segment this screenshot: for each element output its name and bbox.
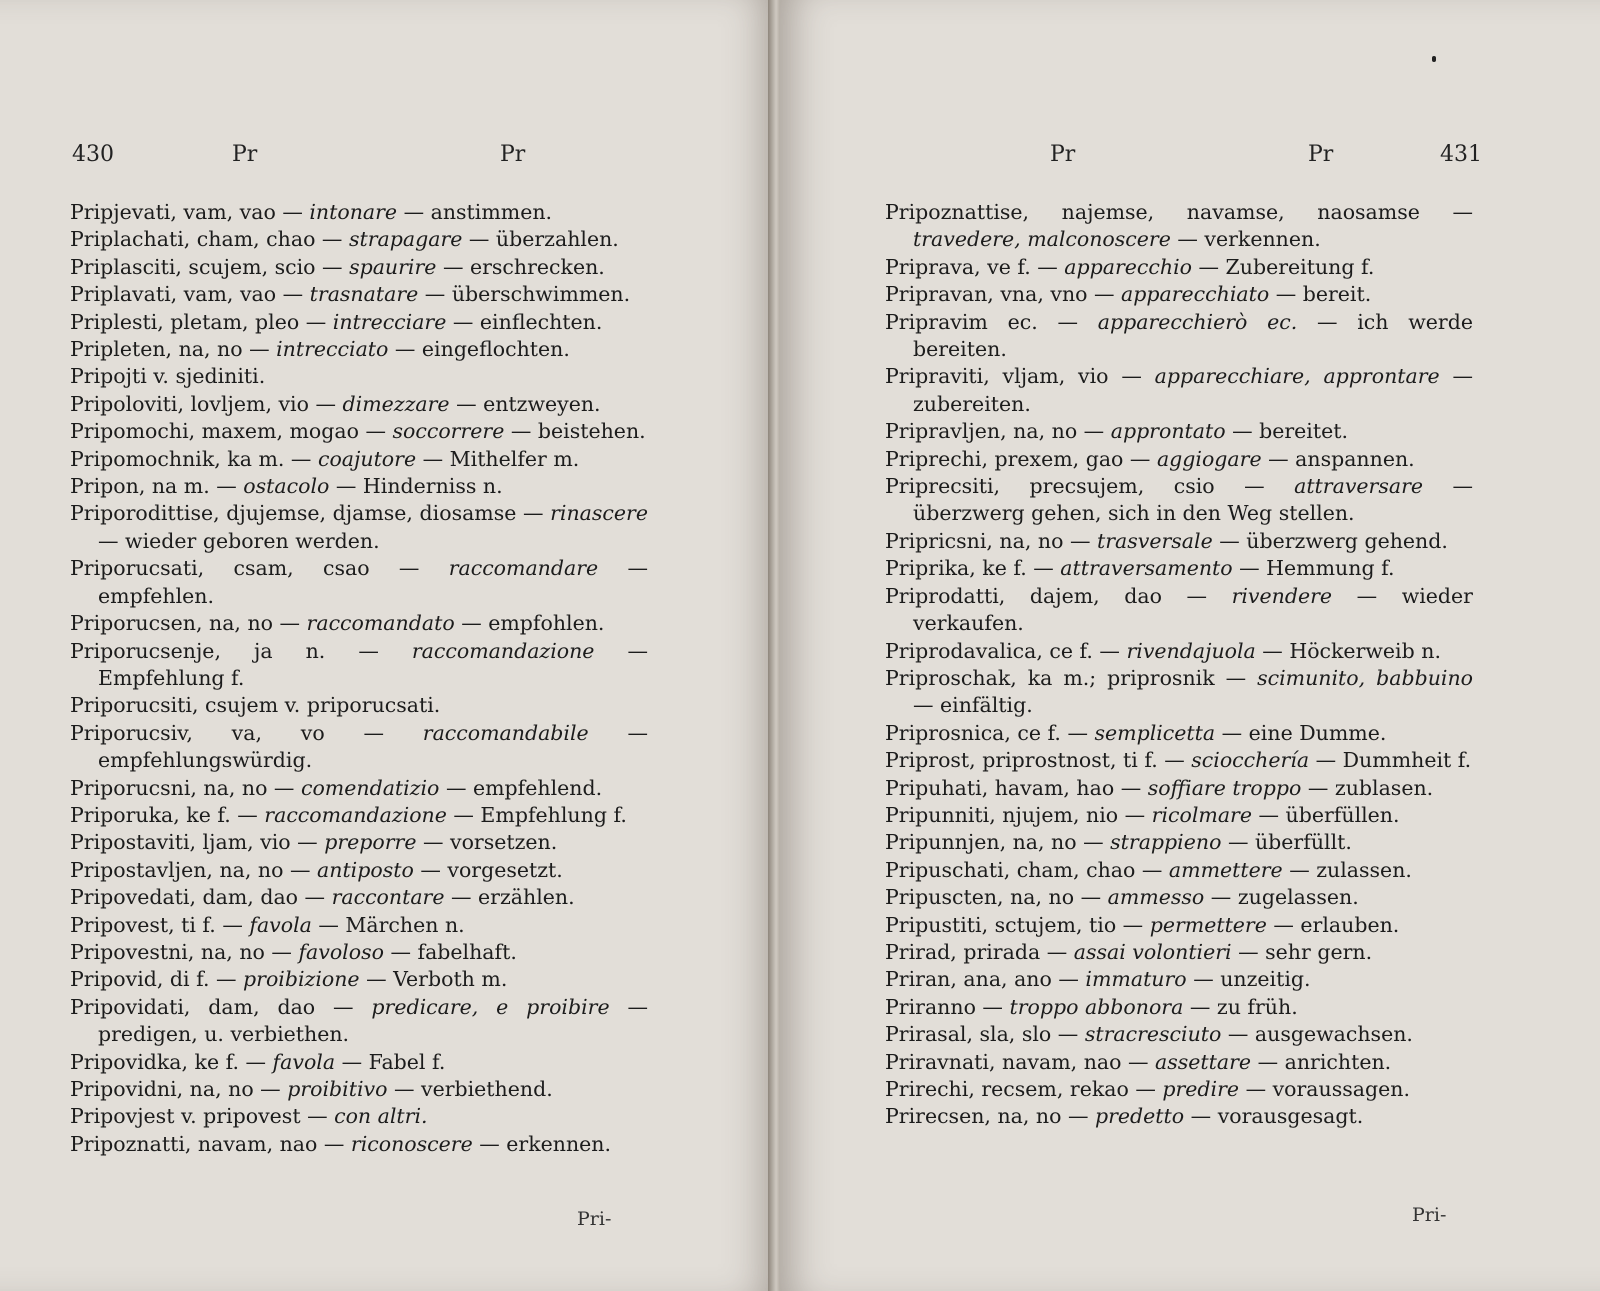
italian-translation: attraversare <box>1294 474 1423 499</box>
german-translation: — zu früh. <box>1189 994 1298 1019</box>
german-translation: — bereit. <box>1275 282 1372 307</box>
dictionary-entry <box>885 802 1473 829</box>
italian-translation: apparecchiato <box>1121 282 1270 307</box>
headword: Priporuka, ke f. — <box>70 802 258 827</box>
running-head-right: Pr <box>1308 142 1334 167</box>
dictionary-entry <box>70 802 648 829</box>
headword: Priplasciti, scujem, scio — <box>70 254 343 279</box>
german-translation: — erlauben. <box>1273 912 1400 937</box>
headword: Prirasal, sla, slo — <box>885 1022 1079 1047</box>
italian-translation: stracresciuto <box>1084 1022 1222 1047</box>
italian-translation: predicare, e proibire <box>371 994 610 1019</box>
headword: Pripovest, ti f. — <box>70 912 243 937</box>
german-translation: — Dummheit f. <box>1315 748 1472 773</box>
headword: Priporucsen, na, no — <box>70 611 301 636</box>
headword: Priporucsiv, va, vo — <box>70 720 384 745</box>
dictionary-entry <box>885 281 1473 308</box>
italian-translation: comendatizio <box>300 775 440 800</box>
headword: Pripojti v. sjediniti. <box>70 364 266 389</box>
headword: Priporucsati, csam, csao — <box>70 556 420 581</box>
italian-translation: strapagare <box>348 227 463 252</box>
italian-translation: dimezzare <box>342 391 450 416</box>
italian-translation: ammesso <box>1107 885 1205 910</box>
headword: Pripravljen, na, no — <box>885 419 1105 444</box>
italian-translation: apparecchierò ec. <box>1097 309 1298 334</box>
german-translation: — zubereiten. <box>913 364 1473 416</box>
german-translation: — Empfehlung f. <box>98 638 648 690</box>
german-translation: — Märchen n. <box>318 912 465 937</box>
italian-translation: favola <box>272 1049 336 1074</box>
dictionary-entry <box>70 254 648 281</box>
headword: Priporodittise, djujemse, djamse, diosamse — <box>70 501 544 526</box>
german-translation: — Empfehlung f. <box>453 802 627 827</box>
italian-translation: aggiogare <box>1156 446 1262 471</box>
german-translation: — empfohlen. <box>461 611 605 636</box>
german-translation: — vorsetzen. <box>422 830 558 855</box>
dictionary-entry <box>70 363 648 390</box>
dictionary-entry <box>885 720 1473 747</box>
italian-translation: soccorrere <box>392 419 505 444</box>
italian-translation: raccomandazione <box>411 638 595 663</box>
dictionary-entry <box>885 1021 1473 1048</box>
german-translation: — empfehlen. <box>98 556 648 608</box>
dictionary-entry <box>70 418 648 445</box>
dictionary-entry <box>70 555 648 610</box>
dictionary-entry <box>885 254 1473 281</box>
italian-translation: proibitivo <box>287 1077 388 1101</box>
german-translation: — überfüllen. <box>1258 802 1400 827</box>
headword: Priprika, ke f. — <box>885 556 1054 581</box>
headword: Pripomochi, maxem, mogao — <box>70 419 386 444</box>
dictionary-entry <box>885 638 1473 665</box>
italian-translation: soffiare troppo <box>1147 775 1302 800</box>
italian-translation: scimunito, babbuino <box>1257 665 1473 690</box>
italian-translation: antiposto <box>317 857 414 882</box>
dictionary-entry <box>885 528 1473 555</box>
italian-translation: intrecciare <box>332 309 447 334</box>
headword: Priprodavalica, ce f. — <box>885 638 1120 663</box>
headword: Pripuscten, na, no — <box>885 885 1102 910</box>
headword: Pripostaviti, ljam, vio — <box>70 830 318 855</box>
italian-translation: intonare <box>309 200 398 224</box>
headword: Priporucsiti, csujem v. priporucsati. <box>70 693 441 718</box>
italian-translation: raccomandabile <box>422 720 589 745</box>
german-translation: — wieder geboren werden. <box>98 528 380 553</box>
german-translation: — zugelassen. <box>1210 885 1359 910</box>
headword: Pripovid, di f. — <box>70 967 237 992</box>
italian-translation: trasnatare <box>309 282 419 307</box>
italian-translation: spaurire <box>349 254 437 279</box>
german-translation: — beistehen. <box>510 419 646 444</box>
ink-speck <box>1432 56 1436 62</box>
italian-translation: assai volontieri <box>1073 939 1232 964</box>
headword: Pripovidka, ke f. — <box>70 1049 267 1074</box>
catchword: Pri- <box>577 1208 612 1230</box>
headword: Pripraviti, vljam, vio — <box>885 364 1142 389</box>
dictionary-entry <box>885 363 1473 418</box>
german-translation: — Mithelfer m. <box>422 446 580 471</box>
headword: Pripunniti, njujem, nio — <box>885 802 1146 827</box>
headword: Pripovestni, na, no — <box>70 939 292 964</box>
catchword: Pri- <box>1412 1204 1447 1226</box>
headword: Prirad, prirada — <box>885 939 1068 964</box>
headword: Pripovidati, dam, dao — <box>70 994 354 1019</box>
italian-translation: raccomandare <box>448 556 599 581</box>
italian-translation: predire <box>1162 1077 1240 1101</box>
german-translation: — verkennen. <box>1177 227 1321 252</box>
headword: Pripunnjen, na, no — <box>885 830 1104 855</box>
dictionary-entry <box>885 884 1473 911</box>
headword: Priprodatti, dajem, dao — <box>885 583 1207 608</box>
dictionary-entry <box>885 1076 1473 1103</box>
italian-translation: attraversamento <box>1060 556 1233 581</box>
italian-translation: intrecciato <box>276 337 389 362</box>
headword: Pripovidni, na, no — <box>70 1077 281 1101</box>
dictionary-entry <box>885 418 1473 445</box>
italian-translation: semplicetta <box>1094 720 1216 745</box>
german-translation: — Zubereitung f. <box>1198 254 1375 279</box>
dictionary-entry <box>70 720 648 775</box>
dictionary-entry <box>885 199 1473 254</box>
headword: Priranno — <box>885 994 1003 1019</box>
italian-translation: rinascere <box>550 501 648 526</box>
dictionary-entry <box>885 1049 1473 1076</box>
headword: Priprecsiti, precsujem, csio — <box>885 474 1265 499</box>
dictionary-entry <box>885 939 1473 966</box>
dictionary-entry <box>70 281 648 308</box>
headword: Pripovedati, dam, dao — <box>70 885 326 910</box>
italian-translation: approntato <box>1110 419 1226 444</box>
german-translation: — überzahlen. <box>468 227 619 252</box>
headword: Priplachati, cham, chao — <box>70 227 343 252</box>
dictionary-entry <box>885 775 1473 802</box>
dictionary-entry <box>885 994 1473 1021</box>
german-translation: — unzeitig. <box>1193 967 1311 992</box>
dictionary-entry <box>885 829 1473 856</box>
german-translation: — anspannen. <box>1268 446 1415 471</box>
headword: Pripovjest v. pripovest — <box>70 1104 328 1129</box>
dictionary-entry <box>885 1103 1473 1130</box>
headword: Pripon, na m. — <box>70 474 237 499</box>
german-translation: — Hemmung f. <box>1239 556 1395 581</box>
german-translation: — zulassen. <box>1289 857 1412 882</box>
headword: Priravnati, navam, nao — <box>885 1049 1149 1074</box>
german-translation: — erschrecken. <box>442 254 605 279</box>
headword: Pripjevati, vam, vao — <box>70 200 303 224</box>
headword: Priprechi, prexem, gao — <box>885 446 1151 471</box>
german-translation: — predigen, u. verbiethen. <box>98 994 648 1047</box>
entry-list <box>885 199 1473 1131</box>
italian-translation: rivendere <box>1231 583 1333 608</box>
headword: Pripoloviti, lovljem, vio — <box>70 391 336 416</box>
italian-translation: apparecchio <box>1064 254 1192 279</box>
headword: Priporucsni, na, no — <box>70 775 295 800</box>
dictionary-entry <box>70 1049 648 1076</box>
running-head-left: Pr <box>1050 142 1076 167</box>
running-head-left: Pr <box>232 142 258 167</box>
headword: Priprosnica, ce f. — <box>885 720 1088 745</box>
italian-translation: ammettere <box>1168 857 1283 882</box>
headword: Prirecsen, na, no — <box>885 1104 1089 1129</box>
headword: Priprost, priprostnost, ti f. — <box>885 748 1185 773</box>
german-translation: — voraussagen. <box>1245 1077 1410 1101</box>
entry-list <box>70 199 648 1158</box>
italian-translation: raccomandazione <box>264 802 447 827</box>
dictionary-entry <box>885 912 1473 939</box>
german-translation: — einflechten. <box>452 309 603 334</box>
dictionary-entry <box>70 309 648 336</box>
italian-translation: troppo abbonora <box>1009 994 1184 1019</box>
german-translation: — eingeflochten. <box>394 337 570 362</box>
italian-translation: permettere <box>1149 912 1267 937</box>
dictionary-entry <box>70 966 648 993</box>
italian-translation: travedere, malconoscere <box>913 227 1171 252</box>
italian-translation: assettare <box>1155 1049 1252 1074</box>
headword: Pripustiti, sctujem, tio — <box>885 912 1144 937</box>
dictionary-entry <box>70 912 648 939</box>
dictionary-entry <box>70 692 648 719</box>
italian-translation: ricolmare <box>1151 802 1252 827</box>
italian-translation: favoloso <box>298 939 384 964</box>
dictionary-entry <box>885 966 1473 993</box>
german-translation: — erkennen. <box>479 1131 612 1156</box>
german-translation: — eine Dumme. <box>1221 720 1387 745</box>
headword: Pripuschati, cham, chao — <box>885 857 1163 882</box>
dictionary-entry <box>70 884 648 911</box>
italian-translation: sciocchería <box>1191 748 1310 773</box>
dictionary-entry <box>885 473 1473 528</box>
german-translation: — Fabel f. <box>341 1049 446 1074</box>
german-translation: — erzählen. <box>451 885 575 910</box>
german-translation: — Hinderniss n. <box>335 474 503 499</box>
italian-translation: riconoscere <box>350 1131 473 1156</box>
german-translation: — wieder verkaufen. <box>913 583 1473 636</box>
german-translation: — ich werde bereiten. <box>913 309 1473 362</box>
german-translation: — vorausgesagt. <box>1190 1104 1364 1129</box>
german-translation: — verbiethend. <box>393 1077 553 1101</box>
right-page <box>780 0 1600 1291</box>
dictionary-entry <box>70 775 648 802</box>
left-page <box>0 0 775 1291</box>
page-number: 430 <box>72 142 114 167</box>
dictionary-entry <box>70 391 648 418</box>
headword: Pripoznatti, navam, nao — <box>70 1131 345 1156</box>
headword: Pripricsni, na, no — <box>885 528 1091 553</box>
italian-translation: raccontare <box>331 885 445 910</box>
german-translation: — anrichten. <box>1257 1049 1392 1074</box>
headword: Pripravim ec. — <box>885 309 1078 334</box>
dictionary-entry <box>70 1076 648 1103</box>
headword: Priporucsenje, ja n. — <box>70 638 379 663</box>
dictionary-entry <box>70 610 648 637</box>
italian-translation: strappieno <box>1110 830 1222 855</box>
german-translation: — überfüllt. <box>1227 830 1352 855</box>
german-translation: — anstimmen. <box>403 200 553 224</box>
dictionary-entry <box>885 555 1473 582</box>
german-translation: — Höckerweib n. <box>1262 638 1441 663</box>
headword: Priproschak, ka m.; priprosnik — <box>885 665 1247 690</box>
italian-translation: coajutore <box>317 446 417 471</box>
german-translation: — vorgesetzt. <box>420 857 563 882</box>
dictionary-entry <box>70 1131 648 1158</box>
italian-translation: trasversale <box>1096 528 1213 553</box>
german-translation: — überzwerg gehen, sich in den Weg stellen. <box>913 474 1473 526</box>
headword: Pripomochnik, ka m. — <box>70 446 312 471</box>
headword: Pripuhati, havam, hao — <box>885 775 1142 800</box>
german-translation: — bereitet. <box>1232 419 1348 444</box>
italian-translation: rivendajuola <box>1126 638 1256 663</box>
german-translation: — ausgewachsen. <box>1227 1022 1413 1047</box>
italian-translation: ostacolo <box>243 474 330 499</box>
dictionary-entry <box>70 473 648 500</box>
dictionary-entry <box>885 747 1473 774</box>
italian-translation: raccomandato <box>306 611 455 636</box>
dictionary-entry <box>70 1103 648 1130</box>
headword: Pripleten, na, no — <box>70 337 270 362</box>
italian-translation: favola <box>249 912 312 937</box>
headword: Priran, ana, ano — <box>885 967 1079 992</box>
dictionary-entry <box>70 500 648 555</box>
dictionary-entry <box>70 857 648 884</box>
headword: Priplavati, vam, vao — <box>70 282 304 307</box>
dictionary-entry <box>885 446 1473 473</box>
german-translation: — überzwerg gehend. <box>1219 528 1448 553</box>
italian-translation: preporre <box>324 830 417 855</box>
dictionary-entry <box>885 665 1473 720</box>
german-translation: — entzweyen. <box>456 391 601 416</box>
dictionary-entry <box>70 446 648 473</box>
dictionary-entry <box>70 638 648 693</box>
headword: Pripostavljen, na, no — <box>70 857 311 882</box>
german-translation: — empfehlend. <box>445 775 603 800</box>
dictionary-entry <box>70 336 648 363</box>
headword: Pripoznattise, najemse, navamse, naosamse — <box>885 200 1473 224</box>
dictionary-entry <box>70 829 648 856</box>
dictionary-entry <box>70 994 648 1049</box>
running-head-right: Pr <box>500 142 526 167</box>
german-translation: — zublasen. <box>1307 775 1434 800</box>
headword: Priprava, ve f. — <box>885 254 1058 279</box>
italian-translation: immaturo <box>1085 967 1187 992</box>
german-translation: — überschwimmen. <box>424 282 631 307</box>
dictionary-entry <box>70 939 648 966</box>
german-translation: — empfehlungswürdig. <box>98 720 648 773</box>
italian-translation: proibizione <box>243 967 360 992</box>
italian-translation: con altri. <box>334 1104 428 1129</box>
german-translation: — Verboth m. <box>366 967 508 992</box>
headword: Pripravan, vna, vno — <box>885 282 1115 307</box>
dictionary-entry <box>885 309 1473 364</box>
italian-translation: predetto <box>1095 1104 1185 1129</box>
german-translation: — fabelhaft. <box>390 939 517 964</box>
dictionary-entry <box>885 857 1473 884</box>
italian-translation: apparecchiare, approntare <box>1154 364 1440 389</box>
headword: Priplesti, pletam, pleo — <box>70 309 327 334</box>
german-translation: — einfältig. <box>913 693 1033 718</box>
dictionary-entry <box>70 226 648 253</box>
headword: Prirechi, recsem, rekao — <box>885 1077 1156 1101</box>
page-number: 431 <box>1440 142 1482 167</box>
dictionary-entry <box>885 583 1473 638</box>
dictionary-entry <box>70 199 648 226</box>
german-translation: — sehr gern. <box>1238 939 1373 964</box>
